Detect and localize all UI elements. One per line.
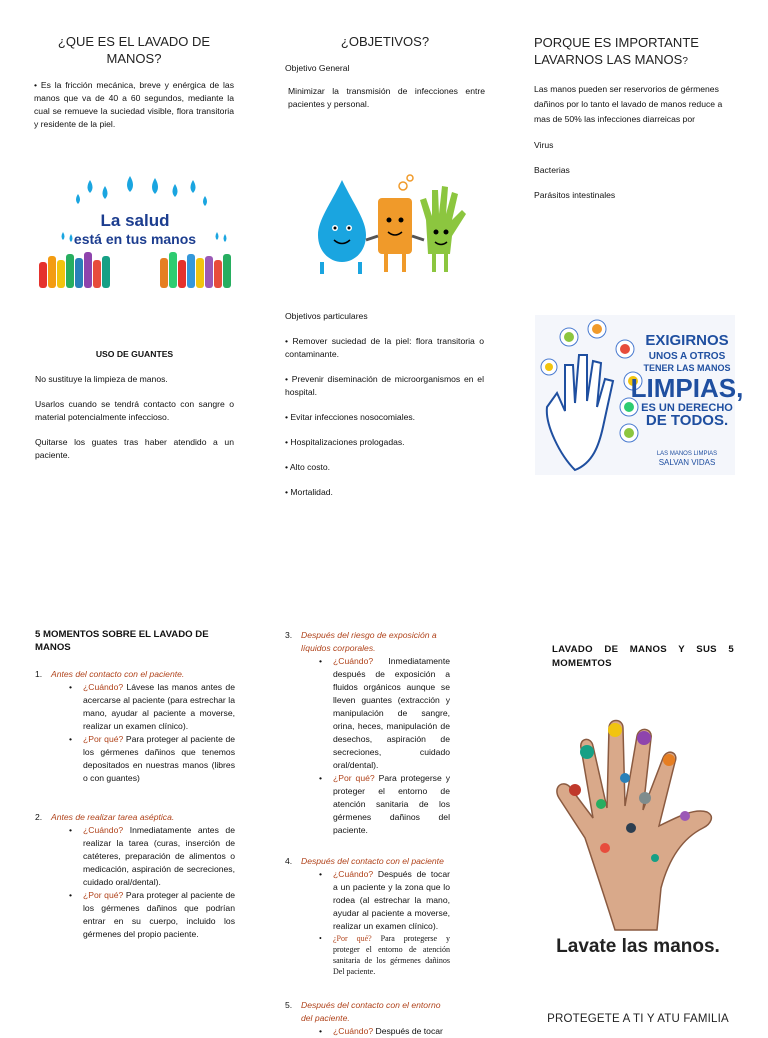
- column-why-important: [534, 34, 734, 202]
- column-objectives: [285, 33, 485, 111]
- particular-objectives: [285, 310, 484, 511]
- why-important-heading: [534, 34, 734, 70]
- moment-3-why-text: Para protegerse y proteger el entorno de atención sanitaria de los gérmenes dañinos del paciente.: [333, 773, 450, 835]
- moment-3-title: Después del riesgo de exposición a líquidos corporales.: [301, 630, 437, 653]
- moment-5-number: 5.: [285, 1000, 293, 1010]
- moment-4-when: [319, 868, 450, 933]
- banner-line-1: La salud: [100, 211, 170, 230]
- moment-3-why-label: ¿Por qué?: [333, 773, 375, 783]
- moment-4: [285, 855, 450, 977]
- poster-line-6: DE TODOS.: [645, 412, 729, 429]
- particular-objectives-label: Objetivos particulares: [285, 311, 368, 321]
- five-moments-cover: [552, 643, 734, 671]
- objective-item: • Remover suciedad de la piel: flora transitoria o contaminante.: [285, 336, 484, 359]
- moment-1-why: [69, 733, 235, 785]
- poster-line-1: EXIGIRNOS: [645, 332, 729, 349]
- moments-section-left: [35, 628, 235, 941]
- drop-soap-glove-graphic: [300, 170, 475, 280]
- moment-2: [35, 811, 235, 941]
- objective-item: • Alto costo.: [285, 462, 331, 472]
- gloves-text-3: Quitarse los guates tras haber atendido a un paciente.: [35, 437, 234, 460]
- poster-line-4: LIMPIAS,: [630, 373, 744, 403]
- moment-3-when: [319, 655, 450, 772]
- what-is-heading: ¿QUE ES EL LAVADO DE MANOS?: [57, 34, 211, 66]
- germ-hand-image: [545, 708, 735, 930]
- objective-item: • Evitar infecciones nosocomiales.: [285, 412, 416, 422]
- moment-1-when: [69, 681, 235, 733]
- poster-line-3: TENER LAS MANOS: [643, 363, 731, 373]
- gloves-text-2: Usarlos cuando se tendrá contacto con sangre o material potencialmente infeccioso.: [35, 399, 234, 422]
- moments-heading: 5 MOMENTOS SOBRE EL LAVADO DE MANOS: [35, 629, 209, 653]
- clean-hands-poster: [535, 315, 744, 475]
- why-heading-qmark: ?: [682, 56, 688, 67]
- general-objective-label: Objetivo General: [285, 63, 350, 73]
- poster-graphic: [535, 315, 744, 475]
- moment-4-why-text: Para protegerse y proteger el entorno de atención sanitaria de los gérmenes dañinos Del paciente.: [333, 934, 451, 976]
- banner-line-2: está en tus manos: [73, 231, 197, 247]
- protect-family-footer: PROTEGETE A TI Y ATU FAMILIA: [547, 1013, 729, 1025]
- moment-2-why: [69, 889, 235, 941]
- moment-4-number: 4.: [285, 856, 293, 866]
- moment-1-number: 1.: [35, 669, 43, 679]
- moment-4-when-text: Después de tocar a un paciente y la zona que lo rodea (al estrechar la mano, ayudar al paciente a moverse, realizar un examen clínico).: [333, 869, 450, 931]
- moment-4-when-label: ¿Cuándo?: [333, 869, 374, 879]
- moment-5-when-text: Después de tocar: [373, 1026, 443, 1036]
- moment-2-why-label: ¿Por qué?: [83, 890, 124, 900]
- why-intro-text: Las manos pueden ser reservorios de gérmenes dañinos por lo tanto el lavado de manos reduce a mas de 50% las infecciones diarreicas por: [534, 84, 723, 124]
- moment-5-title: Después del contacto con el entorno del paciente.: [301, 1000, 441, 1023]
- moment-1-title: Antes del contacto con el paciente.: [51, 669, 185, 679]
- moments-section-middle: [285, 629, 451, 1036]
- gloves-heading: USO DE GUANTES: [95, 349, 174, 359]
- moment-1-why-label: ¿Por qué?: [83, 734, 124, 744]
- health-hands-banner: [35, 172, 235, 290]
- moment-1-when-text: Lávese las manos antes de acercarse al paciente (para estrechar la mano, ayudar al paciente a moverse, realizar un examen clínico).: [83, 682, 235, 731]
- objective-item: • Mortalidad.: [285, 487, 333, 497]
- moment-3-when-text: Inmediatamente después de exposición a fluidos orgánicos aunque se lleven guantes (extracción y manipulación de sangre, orina, heces, manipulación de desechos, aspiración de secreciones, cuidado oral/dental).: [333, 656, 450, 770]
- general-objective-text: Minimizar la transmisión de infecciones entre pacientes y personal.: [288, 86, 485, 109]
- objectives-heading: ¿OBJETIVOS?: [340, 34, 430, 49]
- poster-footer-1: LAS MANOS LIMPIAS: [656, 451, 718, 457]
- hygiene-characters-image: [300, 170, 475, 280]
- moment-3: [285, 629, 450, 837]
- moment-4-why: [319, 933, 450, 977]
- moment-2-when: [69, 824, 235, 889]
- moment-5: [285, 999, 450, 1038]
- poster-footer-2: SALVAN VIDAS: [658, 458, 716, 467]
- column-what-is: [34, 33, 234, 131]
- poster-line-2: UNOS A OTROS: [648, 351, 726, 362]
- objective-item: • Prevenir diseminación de microorganismos en el hospital.: [285, 374, 484, 397]
- moment-5-when-label: ¿Cuándo?: [333, 1026, 374, 1036]
- moment-3-when-label: ¿Cuándo?: [333, 656, 374, 666]
- moment-1-why-text: Para proteger al paciente de los gérmenes dañinos que tenemos depositados en nuestras manos (libres o con guantes): [83, 734, 235, 783]
- wash-hands-caption: Lavate las manos.: [556, 936, 720, 957]
- germ-hand-graphic: [545, 708, 735, 930]
- moment-1-when-label: ¿Cuándo?: [83, 682, 124, 692]
- moment-2-why-text: Para proteger al paciente de los gérmenes dañinos que podrían entrar en su cuerpo, incluido los gérmenes del propio paciente.: [83, 890, 235, 939]
- moment-4-title: Después del contacto con el paciente: [301, 856, 444, 866]
- moment-1: [35, 668, 235, 785]
- moment-2-title: Antes de realizar tarea aséptica.: [51, 812, 175, 822]
- hands-banner-graphic: [35, 172, 235, 290]
- germ-parasites: Parásitos intestinales: [534, 190, 616, 200]
- poster-line-5: ES UN DERECHO: [641, 402, 733, 414]
- moment-3-number: 3.: [285, 630, 293, 640]
- germ-virus: Virus: [534, 140, 554, 150]
- moment-2-when-label: ¿Cuándo?: [83, 825, 124, 835]
- gloves-section: [35, 348, 234, 474]
- gloves-text-1: No sustituye la limpieza de manos.: [35, 374, 168, 384]
- why-heading-text: PORQUE ES IMPORTANTE LAVARNOS LAS MANOS: [534, 35, 699, 67]
- objective-item: • Hospitalizaciones prologadas.: [285, 437, 405, 447]
- definition-text: • Es la fricción mecánica, breve y enérgica de las manos que va de 40 a 60 segundos, mediante la cual se remueve la suciedad visible, flora transitoria y residente de la piel.: [34, 80, 234, 129]
- moment-2-number: 2.: [35, 812, 43, 822]
- cover-heading: LAVADO DE MANOS Y SUS 5 MOMEMTOS: [552, 644, 734, 669]
- moment-5-when: [319, 1025, 450, 1038]
- moment-2-when-text: Inmediatamente antes de realizar la tarea (curas, inserción de catéteres, preparación de alimentos o medicación, aspiración de secreciones, cuidado oral/dental).: [83, 825, 235, 887]
- germ-bacteria: Bacterias: [534, 165, 570, 175]
- moment-4-why-label: ¿Por qué?: [333, 934, 372, 943]
- moment-3-why: [319, 772, 450, 837]
